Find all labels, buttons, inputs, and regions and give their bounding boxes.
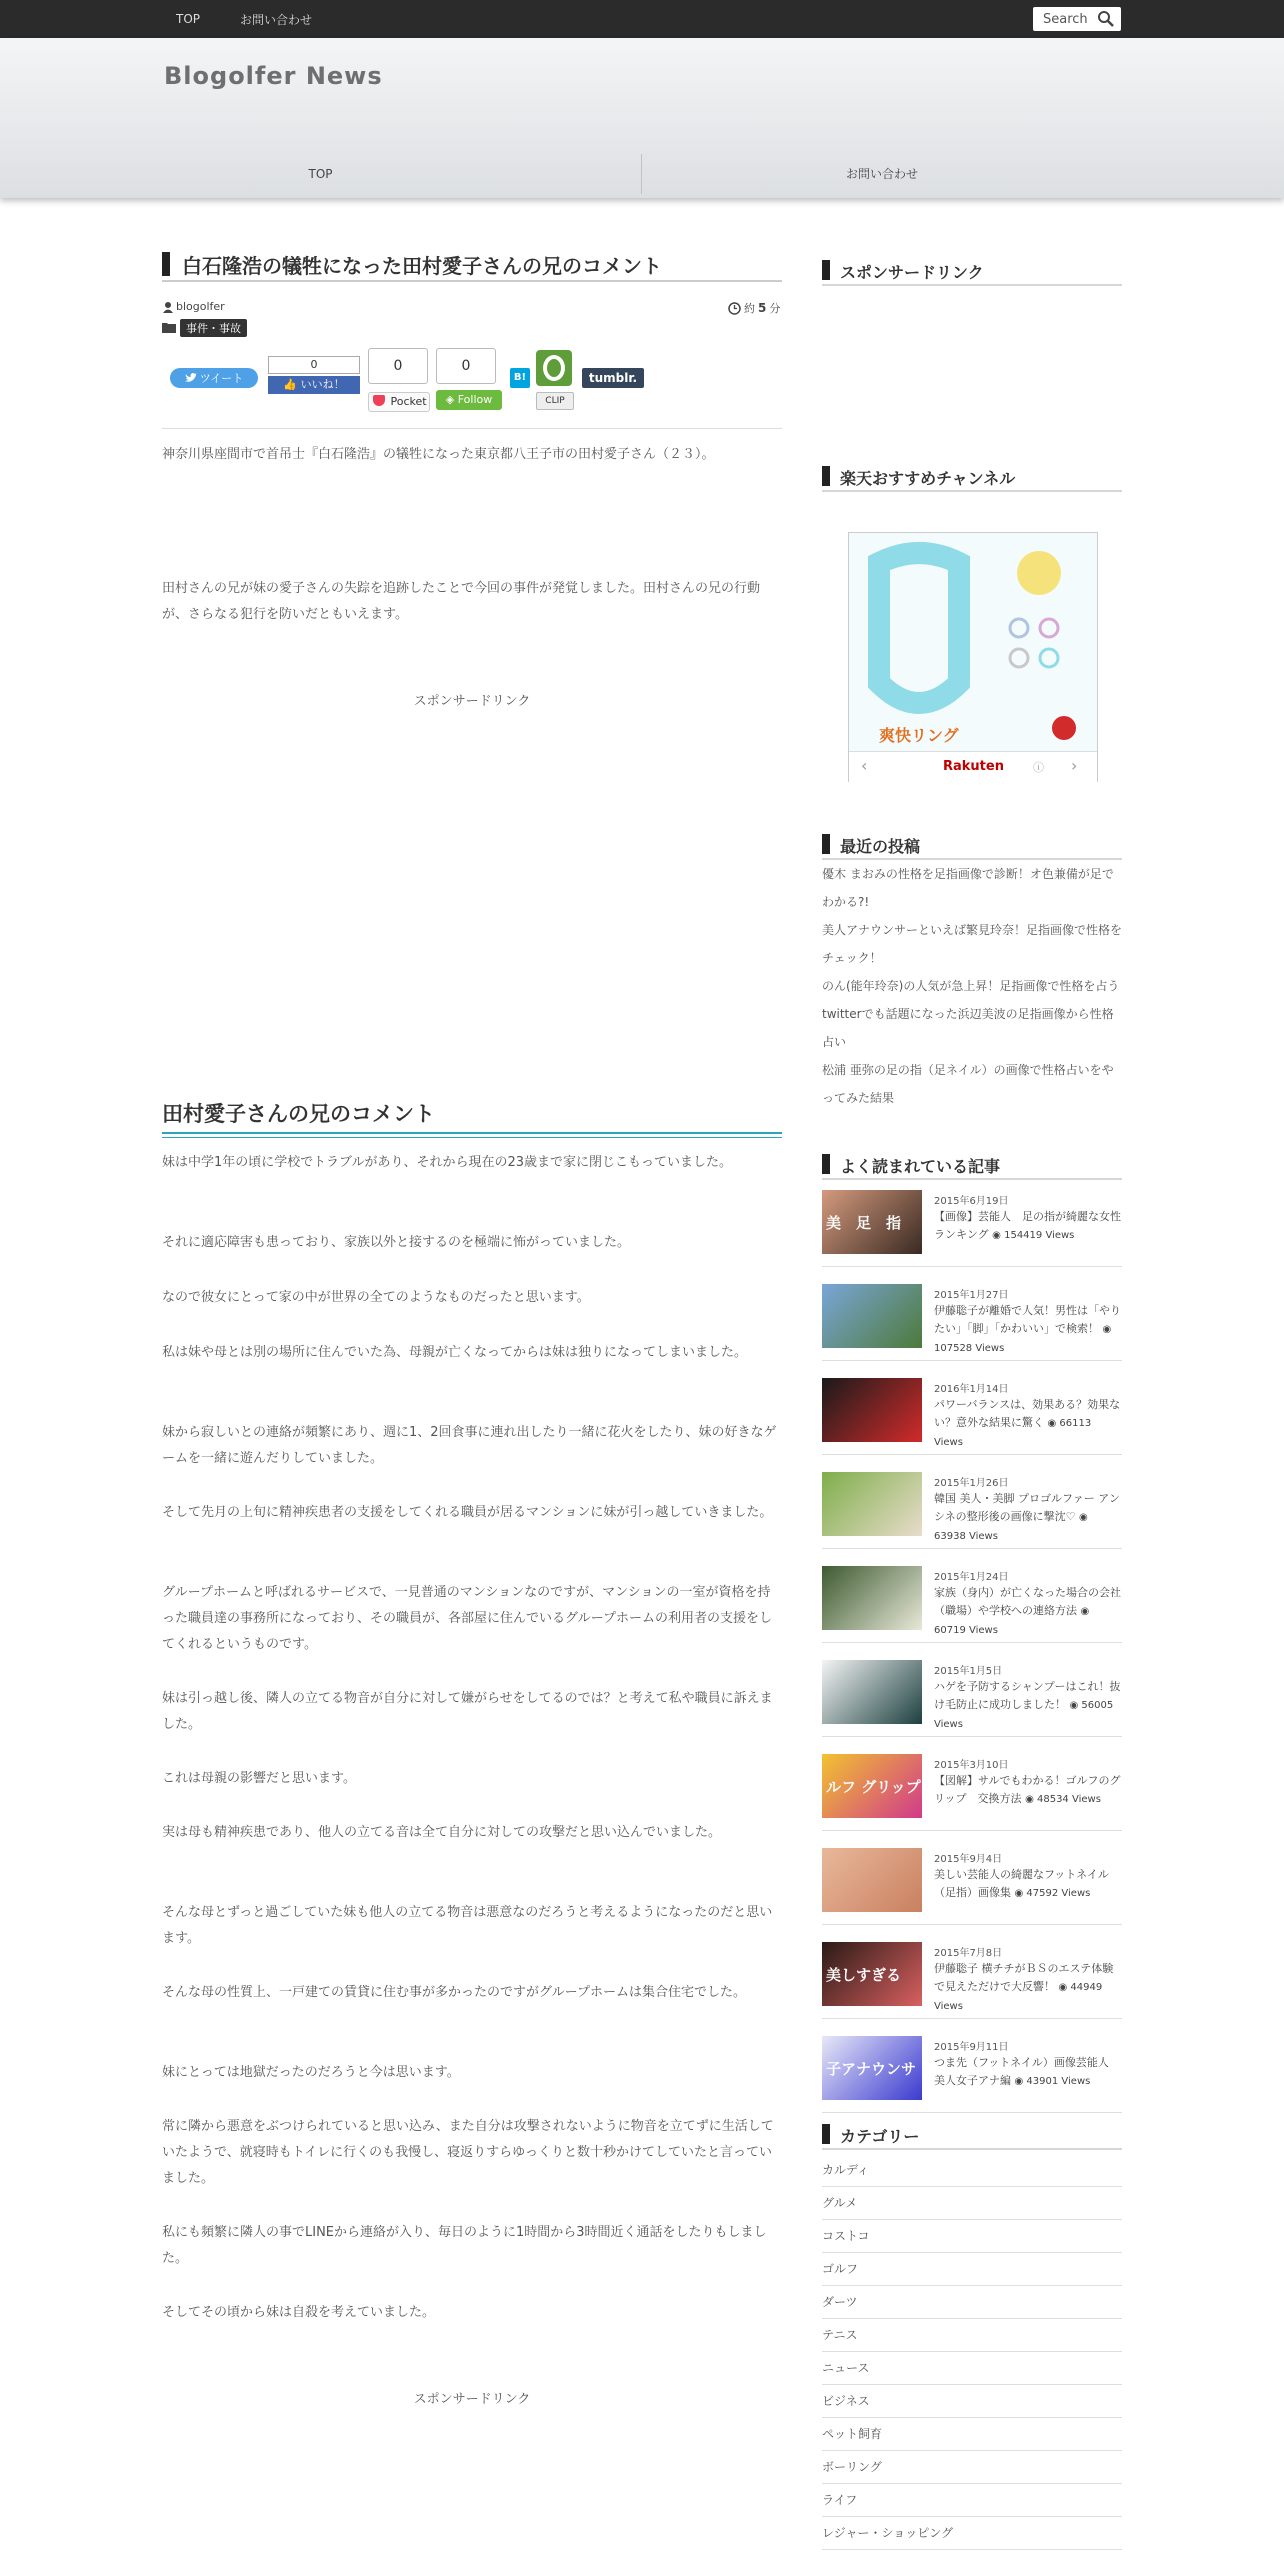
- ad-footer: [849, 751, 1097, 782]
- popular-post-date: 2015年9月4日: [934, 1854, 1003, 1865]
- eye-icon: ◉: [1058, 1982, 1068, 1993]
- popular-post-thumbnail[interactable]: [822, 1848, 922, 1912]
- thumbnail-caption: 美 足 指: [826, 1214, 902, 1232]
- popular-post-thumbnail[interactable]: [822, 1942, 922, 2006]
- popular-post-views: [1015, 2076, 1091, 2087]
- popular-post-thumbnail[interactable]: [822, 1754, 971, 1818]
- popular-post-title[interactable]: つま先（フットネイル）画像芸能人 美人女子アナ編: [934, 2056, 1120, 2087]
- section-heading-rule: [162, 1132, 782, 1138]
- global-nav-top[interactable]: TOP: [308, 167, 333, 181]
- folder-icon: [162, 321, 176, 333]
- popular-post-item[interactable]: [822, 1934, 1122, 2019]
- category-item[interactable]: ボーリング: [822, 2451, 1122, 2484]
- popular-post-date: 2015年3月10日: [934, 1760, 1009, 1771]
- social-rule: [162, 428, 782, 429]
- post-paragraph: 私にも頻繁に隣人の事でLINEから連絡が入り、毎日のように1時間から3時間近く通話をしたりもしました。: [162, 2225, 767, 2266]
- views-count: 43901 Views: [1026, 2076, 1091, 2087]
- search-input[interactable]: Search: [1043, 11, 1088, 27]
- recent-post-link[interactable]: twitterでも話題になった浜辺美波の足指画像から性格占い: [822, 1007, 1114, 1049]
- ad-product-image: [849, 533, 1097, 751]
- popular-post-thumbnail[interactable]: [822, 1660, 922, 1724]
- popular-post-title[interactable]: ハゲを予防するシャンプーはこれ！抜け毛防止に成功しました！: [934, 1680, 1121, 1711]
- tweet-button[interactable]: ツイート: [170, 368, 258, 388]
- thumbs-up-icon: 👍: [283, 378, 298, 391]
- popular-post-views: [992, 1230, 1074, 1241]
- recent-posts-list: [822, 860, 1122, 1112]
- site-title[interactable]: Blogolfer News: [164, 62, 383, 90]
- eye-icon: ◉: [1014, 2076, 1024, 2087]
- popular-post-date: 2015年7月8日: [934, 1948, 1003, 1959]
- category-item[interactable]: ライフ: [822, 2484, 1122, 2517]
- popular-post-title[interactable]: 美しい芸能人の綺麗なフットネイル（足指）画像集: [934, 1868, 1109, 1899]
- post-paragraph: 私は妹や母とは別の場所に住んでいた為、母親が亡くなってからは妹は独りになってしまいました。: [162, 1345, 748, 1360]
- category-item[interactable]: ゴルフ: [822, 2253, 1122, 2286]
- category-item[interactable]: コストコ: [822, 2220, 1122, 2253]
- post-paragraph: 妹にとっては地獄だったのだろうと今は思います。: [162, 2065, 460, 2080]
- widget-rule: [822, 284, 1122, 286]
- category-item[interactable]: ペット飼育: [822, 2418, 1122, 2451]
- evernote-icon[interactable]: [536, 350, 572, 386]
- pocket-count: 0: [368, 348, 428, 384]
- popular-post-views: [1015, 1888, 1091, 1899]
- popular-post-title[interactable]: 伊藤聡子 横チチがＢＳのエステ体験で見えただけで大反響！: [934, 1962, 1114, 1993]
- top-nav-contact[interactable]: お問い合わせ: [240, 12, 313, 27]
- category-badge[interactable]: 事件・事故: [180, 319, 247, 337]
- popular-post-date: 2016年1月14日: [934, 1384, 1009, 1395]
- recent-post-link[interactable]: 松浦 亜弥の足の指（足ネイル）の画像で性格占いをやってみた結果: [822, 1063, 1114, 1105]
- recent-post-link[interactable]: 優木 まおみの性格を足指画像で診断！オ色兼備が足でわかる?!: [822, 867, 1114, 909]
- chevron-left-icon[interactable]: ‹: [861, 756, 868, 775]
- global-nav: [0, 150, 1284, 198]
- popular-post-title[interactable]: 韓国 美人・美脚 プロゴルファー アンシネの整形後の画像に撃沈♡: [934, 1492, 1120, 1523]
- popular-post-item[interactable]: [822, 1276, 1122, 1361]
- popular-post-item[interactable]: [822, 1370, 1122, 1455]
- search-box[interactable]: [1033, 7, 1121, 31]
- top-bar: [0, 0, 1284, 38]
- popular-post-date: 2015年1月24日: [934, 1572, 1009, 1583]
- widget-rule: [822, 1178, 1122, 1180]
- widget-title-rakuten: 楽天おすすめチャンネル: [840, 469, 1016, 488]
- twitter-bird-icon: [185, 373, 197, 383]
- feedly-icon: ◈: [445, 393, 455, 406]
- eye-icon: ◉: [992, 1230, 1001, 1241]
- post-paragraph: それに適応障害も患っており、家族以外と接するのを極端に怖がっていました。: [162, 1235, 631, 1250]
- post-paragraph: そして先月の上旬に精神疾患者の支援をしてくれる職員が居るマンションに妹が引っ越していきました。: [162, 1505, 773, 1520]
- popular-post-thumbnail[interactable]: [822, 1566, 922, 1630]
- post-paragraph: 妹は引っ越し後、隣人の立てる物音が自分に対して嫌がらせをしてるのでは？と考えて私や職員に訴えました。: [162, 1691, 773, 1732]
- facebook-count: 0: [268, 356, 360, 374]
- post-paragraph: そんな母とずっと過ごしていた妹も他人の立てる物音は悪意なのだろうと考えるようになったのだと思います。: [162, 1905, 773, 1946]
- ad-caption: 爽快リング: [879, 726, 959, 745]
- popular-post-thumbnail[interactable]: [822, 1284, 922, 1348]
- eye-icon: ◉: [1080, 1606, 1090, 1617]
- popular-post-thumbnail[interactable]: [822, 2036, 922, 2100]
- author-name[interactable]: blogolfer: [176, 300, 225, 313]
- section-heading: 田村愛子さんの兄のコメント: [162, 1102, 435, 1126]
- popular-post-item[interactable]: [822, 1652, 1122, 1737]
- popular-post-item[interactable]: [822, 1746, 1122, 1831]
- category-item[interactable]: テニス: [822, 2319, 1122, 2352]
- recent-post-link[interactable]: 美人アナウンサーといえば繁見玲奈！足指画像で性格をチェック！: [822, 923, 1123, 965]
- rakuten-ad[interactable]: [848, 532, 1098, 782]
- popular-post-item[interactable]: [822, 2028, 1122, 2113]
- post-title: 白石隆浩の犠牲になった田村愛子さんの兄のコメント: [182, 254, 662, 278]
- post-paragraph: グループホームと呼ばれるサービスで、一見普通のマンションなのですが、マンションの一室が資格を持った職員達の事務所になっており、その職員が、各部屋に住んでいるグループホームの利用者の支援をしてくれるというものです。: [162, 1585, 772, 1652]
- popular-post-item[interactable]: [822, 1464, 1122, 1549]
- pocket-icon: [373, 395, 385, 406]
- category-list: [822, 2154, 1122, 2550]
- post-paragraph: 田村さんの兄が妹の愛子さんの失踪を追跡したことで今回の事件が発覚しました。田村さんの兄の行動が、さらなる犯行を防いだともいえます。: [162, 581, 761, 622]
- eye-icon: ◉: [1047, 1418, 1057, 1429]
- views-count: 107528 Views: [934, 1343, 1005, 1354]
- popular-post-item[interactable]: [822, 1840, 1122, 1925]
- global-nav-contact[interactable]: お問い合わせ: [845, 167, 918, 181]
- views-count: 66113 Views: [934, 1418, 1092, 1448]
- category-item[interactable]: カルディ: [822, 2154, 1122, 2187]
- read-time: 約 5 分: [728, 300, 780, 316]
- post-paragraph: これは母親の影響だと思います。: [162, 1771, 356, 1786]
- popular-post-date: 2015年1月26日: [934, 1478, 1009, 1489]
- category-item[interactable]: レジャー・ショッピング: [822, 2517, 1122, 2550]
- views-count: 56005 Views: [934, 1700, 1114, 1730]
- tumblr-button[interactable]: tumblr.: [582, 368, 644, 388]
- evernote-clip-button[interactable]: CLIP: [536, 392, 574, 410]
- rakuten-logo: Rakuten: [943, 759, 1004, 774]
- views-count: 60719 Views: [934, 1625, 998, 1636]
- widget-title-recent: 最近の投稿: [840, 837, 921, 856]
- popular-post-thumbnail[interactable]: [822, 1378, 922, 1442]
- post-paragraph: そんな母の性質上、一戸建ての賃貸に住む事が多かったのですがグループホームは集合住宅でした。: [162, 1985, 746, 2000]
- views-count: 47592 Views: [1026, 1888, 1091, 1899]
- top-nav-top[interactable]: TOP: [176, 12, 201, 26]
- views-count: 44949 Views: [934, 1982, 1103, 2012]
- facebook-like[interactable]: [268, 356, 360, 396]
- popular-post-title[interactable]: 伊藤聡子が離婚で人気！男性は「やりたい」「脚」「かわいい」で検索！: [934, 1304, 1121, 1335]
- views-count: 63938 Views: [934, 1531, 998, 1542]
- category-item[interactable]: ビジネス: [822, 2385, 1122, 2418]
- popular-post-thumbnail[interactable]: [822, 1472, 922, 1536]
- category-item[interactable]: ダーツ: [822, 2286, 1122, 2319]
- thumbnail-caption: ルフ グリップ 交換方: [826, 1778, 971, 1796]
- popular-post-date: 2015年1月5日: [934, 1666, 1003, 1677]
- popular-post-date: 2015年6月19日: [934, 1196, 1009, 1207]
- hatena-bookmark-button[interactable]: B!: [510, 368, 530, 388]
- eye-icon: ◉: [1102, 1324, 1112, 1335]
- post-paragraph: 実は母も精神疾患であり、他人の立てる音は全て自分に対しての攻撃だと思い込んでいました。: [162, 1825, 722, 1840]
- post-paragraph: 常に隣から悪意をぶつけられていると思い込み、また自分は攻撃されないように物音を立てずに生活していたようで、就寝時もトイレに行くのも我慢し、寝返りすらゆっくりと数十秒かけてしていたと言っていました。: [162, 2119, 774, 2186]
- eye-icon: ◉: [1014, 1888, 1024, 1899]
- post-paragraph: 妹は中学1年の頃に学校でトラブルがあり、それから現在の23歳まで家に閉じこもっていました。: [162, 1155, 733, 1170]
- eye-icon: ◉: [1025, 1794, 1034, 1805]
- sponsored-link-label: スポンサードリンク: [413, 2392, 531, 2407]
- post-intro: 神奈川県座間市で首吊士『白石隆浩』の犠牲になった東京都八王子市の田村愛子さん（２３）。: [162, 447, 715, 462]
- popular-post-title[interactable]: 家族（身内）が亡くなった場合の会社（職場）や学校への連絡方法: [934, 1586, 1121, 1617]
- views-count: 48534 Views: [1036, 1794, 1101, 1805]
- clock-icon: [728, 302, 741, 315]
- category-item[interactable]: ニュース: [822, 2352, 1122, 2385]
- popular-post-title[interactable]: 【図解】サルでもわかる！ゴルフのグリップ 交換方法: [934, 1774, 1121, 1805]
- post-paragraph: 妹から寂しいとの連絡が頻繁にあり、週に1、2回食事に連れ出したり一緒に花火をしたり、妹の好きなゲームを一緒に遊んだりしていました。: [162, 1425, 777, 1466]
- sponsored-link-label: スポンサードリンク: [413, 694, 531, 709]
- recent-post-link[interactable]: のん(能年玲奈)の人気が急上昇！足指画像で性格を占う: [822, 979, 1120, 993]
- popular-post-item[interactable]: [822, 1182, 1122, 1267]
- post-paragraph: そしてその頃から妹は自殺を考えていました。: [162, 2305, 436, 2320]
- thumbnail-caption: 子アナウンサ: [826, 2060, 917, 2078]
- widget-title-sponsor: スポンサードリンク: [840, 263, 984, 282]
- feedly-count: 0: [436, 348, 496, 384]
- title-rule: [162, 280, 782, 282]
- category-item[interactable]: グルメ: [822, 2187, 1122, 2220]
- chevron-right-icon[interactable]: ›: [1071, 756, 1078, 775]
- site-header: [0, 38, 1284, 198]
- popular-post-title[interactable]: パワーバランスは、効果ある？効果ない？意外な結果に驚く: [934, 1398, 1121, 1429]
- widget-rule: [822, 490, 1122, 492]
- thumbnail-caption: 美しすぎる: [826, 1966, 902, 1984]
- post-paragraph: なので彼女にとって家の中が世界の全てのようなものだったと思います。: [162, 1290, 590, 1305]
- popular-post-date: 2015年1月27日: [934, 1290, 1009, 1301]
- facebook-like-button[interactable]: 👍 いいね！: [268, 376, 360, 394]
- widget-rule: [822, 2148, 1122, 2150]
- feedly-follow-button[interactable]: ◈ Follow: [436, 390, 502, 410]
- popular-post-views: [1025, 1794, 1101, 1805]
- eye-icon: ◉: [1079, 1512, 1088, 1523]
- popular-post-item[interactable]: [822, 1558, 1122, 1643]
- popular-post-thumbnail[interactable]: [822, 1190, 922, 1254]
- pocket-button[interactable]: Pocket: [368, 392, 430, 412]
- widget-title-popular: よく読まれている記事: [840, 1157, 1001, 1176]
- post-author: [162, 300, 225, 313]
- views-count: 154419 Views: [1004, 1230, 1075, 1241]
- popular-post-title[interactable]: 【画像】芸能人 足の指が綺麗な女性ランキング: [934, 1210, 1121, 1241]
- user-icon: [162, 301, 174, 313]
- eye-icon: ◉: [1069, 1700, 1079, 1711]
- popular-post-date: 2015年9月11日: [934, 2042, 1009, 2053]
- search-icon[interactable]: [1097, 10, 1115, 28]
- info-icon[interactable]: ⓘ: [1033, 761, 1044, 774]
- top-nav: [176, 0, 312, 38]
- widget-title-category: カテゴリー: [840, 2127, 920, 2146]
